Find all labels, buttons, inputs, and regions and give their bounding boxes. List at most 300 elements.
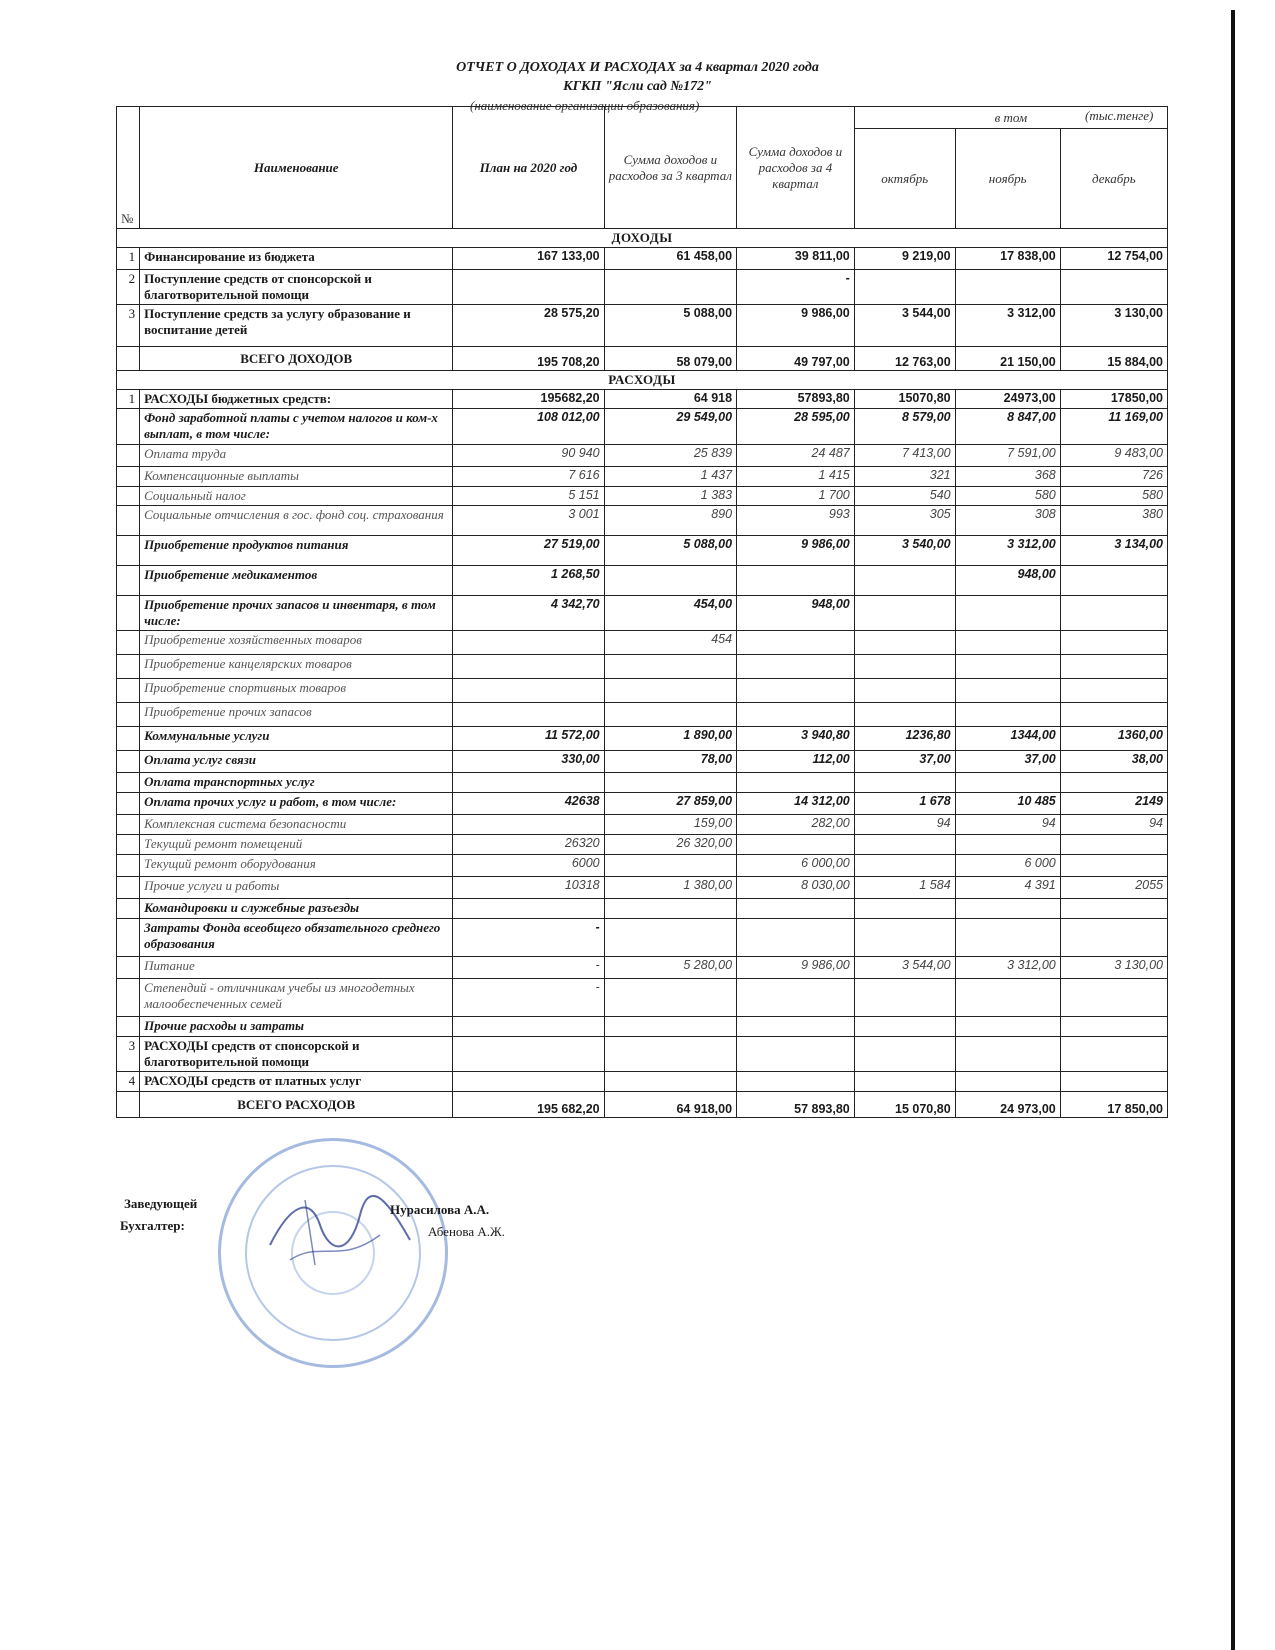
total-q3: 58 079,00 — [604, 347, 736, 371]
total-label: ВСЕГО РАСХОДОВ — [140, 1092, 453, 1118]
row-name: Оплата услуг связи — [140, 751, 453, 773]
row-name: РАСХОДЫ средств от спонсорской и благотворительной помощи — [140, 1037, 453, 1072]
row-number — [117, 751, 140, 773]
row-name: Поступление средств за услугу образование и воспитание детей — [140, 305, 453, 347]
cell-oct — [854, 270, 955, 305]
cell-dec — [1060, 979, 1167, 1017]
cell-q4 — [737, 679, 855, 703]
expense-row — [117, 390, 1168, 409]
cell-oct — [854, 855, 955, 877]
cell-plan — [453, 270, 604, 305]
cell-nov: 4 391 — [955, 877, 1060, 899]
cell-nov — [955, 703, 1060, 727]
cell-dec — [1060, 773, 1167, 793]
expense-row — [117, 793, 1168, 815]
cell-q4: 112,00 — [737, 751, 855, 773]
cell-dec: 1360,00 — [1060, 727, 1167, 751]
cell-q4: 948,00 — [737, 596, 855, 631]
cell-plan: - — [453, 979, 604, 1017]
cell-oct: 7 413,00 — [854, 445, 955, 467]
col-q3-header: Сумма доходов и расходов за 3 квартал — [604, 107, 736, 229]
row-number — [117, 467, 140, 487]
cell-nov — [955, 1017, 1060, 1037]
cell-oct — [854, 835, 955, 855]
cell-dec: 580 — [1060, 487, 1167, 506]
cell-plan — [453, 773, 604, 793]
report-body — [117, 229, 1168, 1118]
expense-row — [117, 487, 1168, 506]
expense-row — [117, 815, 1168, 835]
cell-plan: 330,00 — [453, 751, 604, 773]
row-number: 2 — [117, 270, 140, 305]
cell-nov: 308 — [955, 506, 1060, 536]
expense-row — [117, 679, 1168, 703]
cell-q3: 1 437 — [604, 467, 736, 487]
cell-oct: 8 579,00 — [854, 409, 955, 445]
row-number — [117, 877, 140, 899]
cell-plan — [453, 1037, 604, 1072]
cell-q3: 29 549,00 — [604, 409, 736, 445]
cell-oct: 3 544,00 — [854, 305, 955, 347]
row-number — [117, 815, 140, 835]
expense-row — [117, 1017, 1168, 1037]
cell-q4 — [737, 631, 855, 655]
cell-dec: 3 130,00 — [1060, 957, 1167, 979]
total-oct: 15 070,80 — [854, 1092, 955, 1118]
cell-nov: 3 312,00 — [955, 536, 1060, 566]
cell-oct: 305 — [854, 506, 955, 536]
row-number — [117, 347, 140, 371]
title-line2: КГКП "Ясли сад №172" — [563, 79, 712, 94]
col-nov-header: ноябрь — [955, 129, 1060, 229]
cell-nov: 1344,00 — [955, 727, 1060, 751]
cell-plan: 10318 — [453, 877, 604, 899]
row-name: Финансирование из бюджета — [140, 248, 453, 270]
org-caption: (наименование организации образования) — [470, 98, 700, 113]
col-dec-header: декабрь — [1060, 129, 1167, 229]
cell-q4 — [737, 899, 855, 919]
income-total-row — [117, 347, 1168, 371]
row-name: Оплата транспортных услуг — [140, 773, 453, 793]
accountant-name: Абенова А.Ж. — [428, 1224, 505, 1239]
row-name: Приобретение прочих запасов и инвентаря, в том числе: — [140, 596, 453, 631]
row-name: Поступление средств от спонсорской и благотворительной помощи — [140, 270, 453, 305]
cell-oct: 1 678 — [854, 793, 955, 815]
cell-oct — [854, 566, 955, 596]
row-name: Питание — [140, 957, 453, 979]
expense-row — [117, 1037, 1168, 1072]
cell-q3: 5 280,00 — [604, 957, 736, 979]
cell-q3: 454 — [604, 631, 736, 655]
total-oct: 12 763,00 — [854, 347, 955, 371]
cell-nov: 580 — [955, 487, 1060, 506]
cell-dec — [1060, 855, 1167, 877]
expense-total-row — [117, 1092, 1168, 1118]
cell-plan: 3 001 — [453, 506, 604, 536]
cell-dec — [1060, 703, 1167, 727]
expense-row — [117, 631, 1168, 655]
row-name: РАСХОДЫ средств от платных услуг — [140, 1072, 453, 1092]
cell-nov: 94 — [955, 815, 1060, 835]
cell-nov — [955, 679, 1060, 703]
row-number: 1 — [117, 390, 140, 409]
cell-dec — [1060, 1072, 1167, 1092]
row-name: Социальные отчисления в гос. фонд соц. страхования — [140, 506, 453, 536]
cell-plan: - — [453, 919, 604, 957]
cell-oct: 321 — [854, 467, 955, 487]
cell-q4: 9 986,00 — [737, 957, 855, 979]
cell-dec: 3 130,00 — [1060, 305, 1167, 347]
cell-plan: 167 133,00 — [453, 248, 604, 270]
cell-plan — [453, 899, 604, 919]
cell-oct — [854, 1072, 955, 1092]
cell-q3: 25 839 — [604, 445, 736, 467]
cell-oct — [854, 596, 955, 631]
row-name: Степендий - отличникам учебы из многодетных малообеспеченных семей — [140, 979, 453, 1017]
total-plan: 195 708,20 — [453, 347, 604, 371]
row-number — [117, 727, 140, 751]
row-name: Текущий ремонт оборудования — [140, 855, 453, 877]
cell-dec: 12 754,00 — [1060, 248, 1167, 270]
cell-q4: 1 700 — [737, 487, 855, 506]
cell-dec — [1060, 835, 1167, 855]
expense-row — [117, 919, 1168, 957]
expense-row — [117, 855, 1168, 877]
cell-plan: 5 151 — [453, 487, 604, 506]
cell-q3 — [604, 773, 736, 793]
cell-oct — [854, 1017, 955, 1037]
cell-oct — [854, 679, 955, 703]
expense-row — [117, 409, 1168, 445]
cell-dec: 726 — [1060, 467, 1167, 487]
cell-q3 — [604, 1017, 736, 1037]
row-number — [117, 1092, 140, 1118]
cell-nov — [955, 596, 1060, 631]
cell-nov: 3 312,00 — [955, 305, 1060, 347]
cell-q3: 26 320,00 — [604, 835, 736, 855]
cell-q3 — [604, 855, 736, 877]
col-name-header: Наименование — [140, 107, 453, 229]
cell-oct — [854, 703, 955, 727]
cell-q4: 9 986,00 — [737, 536, 855, 566]
cell-dec — [1060, 566, 1167, 596]
cell-nov — [955, 773, 1060, 793]
expense-row — [117, 957, 1168, 979]
cell-oct — [854, 655, 955, 679]
cell-plan: 7 616 — [453, 467, 604, 487]
total-q3: 64 918,00 — [604, 1092, 736, 1118]
row-name: Приобретение канцелярских товаров — [140, 655, 453, 679]
expense-row — [117, 445, 1168, 467]
signature-mark — [260, 1185, 420, 1275]
cell-dec: 9 483,00 — [1060, 445, 1167, 467]
cell-plan: 26320 — [453, 835, 604, 855]
row-number: 4 — [117, 1072, 140, 1092]
row-name: Приобретение хозяйственных товаров — [140, 631, 453, 655]
row-number — [117, 793, 140, 815]
row-name: Оплата труда — [140, 445, 453, 467]
cell-q3: 78,00 — [604, 751, 736, 773]
cell-nov: 7 591,00 — [955, 445, 1060, 467]
col-num-header: № — [117, 107, 140, 229]
cell-q4 — [737, 773, 855, 793]
cell-oct: 1 584 — [854, 877, 955, 899]
cell-q4 — [737, 1017, 855, 1037]
cell-plan: 90 940 — [453, 445, 604, 467]
cell-q4: 28 595,00 — [737, 409, 855, 445]
row-number — [117, 506, 140, 536]
cell-plan — [453, 679, 604, 703]
row-number — [117, 631, 140, 655]
row-name: Фонд заработной платы с учетом налогов и ком-х выплат, в том числе: — [140, 409, 453, 445]
cell-q4 — [737, 655, 855, 679]
cell-nov — [955, 919, 1060, 957]
cell-plan: 11 572,00 — [453, 727, 604, 751]
cell-q4: 24 487 — [737, 445, 855, 467]
scan-border — [1231, 10, 1235, 1650]
row-number — [117, 679, 140, 703]
income-section-title: ДОХОДЫ — [117, 229, 1168, 248]
cell-nov — [955, 270, 1060, 305]
cell-oct — [854, 631, 955, 655]
row-number — [117, 445, 140, 467]
cell-dec — [1060, 679, 1167, 703]
cell-q4: 8 030,00 — [737, 877, 855, 899]
row-name: Командировки и служебные разъезды — [140, 899, 453, 919]
cell-oct: 94 — [854, 815, 955, 835]
cell-plan: 27 519,00 — [453, 536, 604, 566]
cell-nov: 17 838,00 — [955, 248, 1060, 270]
cell-q4 — [737, 919, 855, 957]
cell-q3: 159,00 — [604, 815, 736, 835]
cell-q3: 64 918 — [604, 390, 736, 409]
row-number: 3 — [117, 1037, 140, 1072]
expense-row — [117, 655, 1168, 679]
row-name: Приобретение продуктов питания — [140, 536, 453, 566]
cell-q3 — [604, 1072, 736, 1092]
income-row — [117, 305, 1168, 347]
accountant-label: Бухгалтер: — [120, 1218, 185, 1233]
cell-oct: 3 540,00 — [854, 536, 955, 566]
cell-q4: 14 312,00 — [737, 793, 855, 815]
row-number — [117, 773, 140, 793]
col-oct-header: октябрь — [854, 129, 955, 229]
cell-nov — [955, 979, 1060, 1017]
units-label: (тыс.тенге) — [1085, 108, 1154, 123]
cell-nov: 948,00 — [955, 566, 1060, 596]
cell-q4: 282,00 — [737, 815, 855, 835]
cell-dec — [1060, 596, 1167, 631]
cell-dec — [1060, 1017, 1167, 1037]
expense-row — [117, 467, 1168, 487]
cell-q3 — [604, 1037, 736, 1072]
row-name: Оплата прочих услуг и работ, в том числе: — [140, 793, 453, 815]
cell-plan: 6000 — [453, 855, 604, 877]
cell-nov: 8 847,00 — [955, 409, 1060, 445]
income-row — [117, 270, 1168, 305]
cell-oct — [854, 919, 955, 957]
cell-oct: 37,00 — [854, 751, 955, 773]
row-number — [117, 919, 140, 957]
cell-nov — [955, 899, 1060, 919]
row-number — [117, 596, 140, 631]
report-table — [116, 106, 1168, 1118]
row-number — [117, 409, 140, 445]
cell-plan: 108 012,00 — [453, 409, 604, 445]
cell-dec — [1060, 270, 1167, 305]
cell-nov: 3 312,00 — [955, 957, 1060, 979]
expense-row — [117, 506, 1168, 536]
row-number — [117, 566, 140, 596]
cell-q4: 3 940,80 — [737, 727, 855, 751]
cell-oct: 540 — [854, 487, 955, 506]
expense-row — [117, 703, 1168, 727]
expense-row — [117, 899, 1168, 919]
cell-q3: 890 — [604, 506, 736, 536]
cell-dec: 380 — [1060, 506, 1167, 536]
cell-dec: 38,00 — [1060, 751, 1167, 773]
row-name: Социальный налог — [140, 487, 453, 506]
row-name: Прочие расходы и затраты — [140, 1017, 453, 1037]
cell-q3: 1 383 — [604, 487, 736, 506]
cell-q3: 5 088,00 — [604, 536, 736, 566]
total-dec: 17 850,00 — [1060, 1092, 1167, 1118]
expense-row — [117, 835, 1168, 855]
cell-nov — [955, 1072, 1060, 1092]
cell-oct — [854, 979, 955, 1017]
cell-oct — [854, 1037, 955, 1072]
row-number — [117, 835, 140, 855]
cell-q3 — [604, 566, 736, 596]
total-q4: 57 893,80 — [737, 1092, 855, 1118]
cell-oct — [854, 899, 955, 919]
title-line1: ОТЧЕТ О ДОХОДАХ И РАСХОДАХ за 4 квартал 2020 года — [456, 60, 819, 75]
row-number — [117, 1017, 140, 1037]
row-name: РАСХОДЫ бюджетных средств: — [140, 390, 453, 409]
row-number — [117, 979, 140, 1017]
total-nov: 24 973,00 — [955, 1092, 1060, 1118]
col-incl-header: в том — [854, 107, 1167, 129]
cell-q3: 454,00 — [604, 596, 736, 631]
cell-plan: 195682,20 — [453, 390, 604, 409]
cell-q4 — [737, 566, 855, 596]
cell-plan: 28 575,20 — [453, 305, 604, 347]
row-name: Приобретение спортивных товаров — [140, 679, 453, 703]
cell-nov: 368 — [955, 467, 1060, 487]
cell-nov: 37,00 — [955, 751, 1060, 773]
cell-nov: 24973,00 — [955, 390, 1060, 409]
report-title — [0, 58, 1275, 96]
row-number — [117, 703, 140, 727]
row-name: Приобретение прочих запасов — [140, 703, 453, 727]
cell-oct: 3 544,00 — [854, 957, 955, 979]
row-name: Прочие услуги и работы — [140, 877, 453, 899]
row-name: Коммунальные услуги — [140, 727, 453, 751]
expense-row — [117, 536, 1168, 566]
expense-row — [117, 596, 1168, 631]
row-number — [117, 655, 140, 679]
cell-nov: 10 485 — [955, 793, 1060, 815]
row-number — [117, 957, 140, 979]
row-number: 3 — [117, 305, 140, 347]
cell-plan: 4 342,70 — [453, 596, 604, 631]
cell-q3: 5 088,00 — [604, 305, 736, 347]
total-dec: 15 884,00 — [1060, 347, 1167, 371]
expense-section-title: РАСХОДЫ — [117, 371, 1168, 390]
row-number: 1 — [117, 248, 140, 270]
cell-oct — [854, 773, 955, 793]
expense-row — [117, 727, 1168, 751]
expense-row — [117, 979, 1168, 1017]
cell-oct: 9 219,00 — [854, 248, 955, 270]
cell-plan — [453, 703, 604, 727]
cell-q3 — [604, 899, 736, 919]
cell-q4: 57893,80 — [737, 390, 855, 409]
cell-q3: 61 458,00 — [604, 248, 736, 270]
cell-dec — [1060, 899, 1167, 919]
cell-nov — [955, 655, 1060, 679]
cell-dec: 11 169,00 — [1060, 409, 1167, 445]
cell-plan — [453, 815, 604, 835]
cell-plan — [453, 1017, 604, 1037]
cell-q4: 993 — [737, 506, 855, 536]
total-label: ВСЕГО ДОХОДОВ — [140, 347, 453, 371]
cell-dec: 94 — [1060, 815, 1167, 835]
cell-plan — [453, 631, 604, 655]
cell-plan: 1 268,50 — [453, 566, 604, 596]
cell-q4 — [737, 1072, 855, 1092]
cell-q4: 39 811,00 — [737, 248, 855, 270]
row-number — [117, 487, 140, 506]
row-name: Затраты Фонда всеобщего обязательного среднего образования — [140, 919, 453, 957]
cell-q4 — [737, 703, 855, 727]
total-q4: 49 797,00 — [737, 347, 855, 371]
cell-dec — [1060, 919, 1167, 957]
total-nov: 21 150,00 — [955, 347, 1060, 371]
cell-plan: - — [453, 957, 604, 979]
col-plan-header: План на 2020 год — [453, 107, 604, 229]
cell-q4: 1 415 — [737, 467, 855, 487]
row-name: Комплексная система безопасности — [140, 815, 453, 835]
cell-q4: 9 986,00 — [737, 305, 855, 347]
cell-q3 — [604, 655, 736, 679]
cell-q3 — [604, 703, 736, 727]
cell-dec: 2055 — [1060, 877, 1167, 899]
cell-q4 — [737, 1037, 855, 1072]
cell-dec: 2149 — [1060, 793, 1167, 815]
expense-row — [117, 566, 1168, 596]
cell-q4 — [737, 979, 855, 1017]
cell-dec — [1060, 631, 1167, 655]
cell-q3 — [604, 679, 736, 703]
row-name: Приобретение медикаментов — [140, 566, 453, 596]
cell-q4: 6 000,00 — [737, 855, 855, 877]
cell-q3 — [604, 919, 736, 957]
cell-dec: 3 134,00 — [1060, 536, 1167, 566]
cell-plan — [453, 655, 604, 679]
cell-oct: 15070,80 — [854, 390, 955, 409]
income-row — [117, 248, 1168, 270]
cell-q3 — [604, 270, 736, 305]
expense-row — [117, 751, 1168, 773]
cell-nov — [955, 835, 1060, 855]
expense-row — [117, 773, 1168, 793]
head-name: Нурасилова А.А. — [390, 1202, 490, 1217]
cell-plan: 42638 — [453, 793, 604, 815]
cell-dec — [1060, 655, 1167, 679]
cell-q4: - — [737, 270, 855, 305]
cell-nov: 6 000 — [955, 855, 1060, 877]
